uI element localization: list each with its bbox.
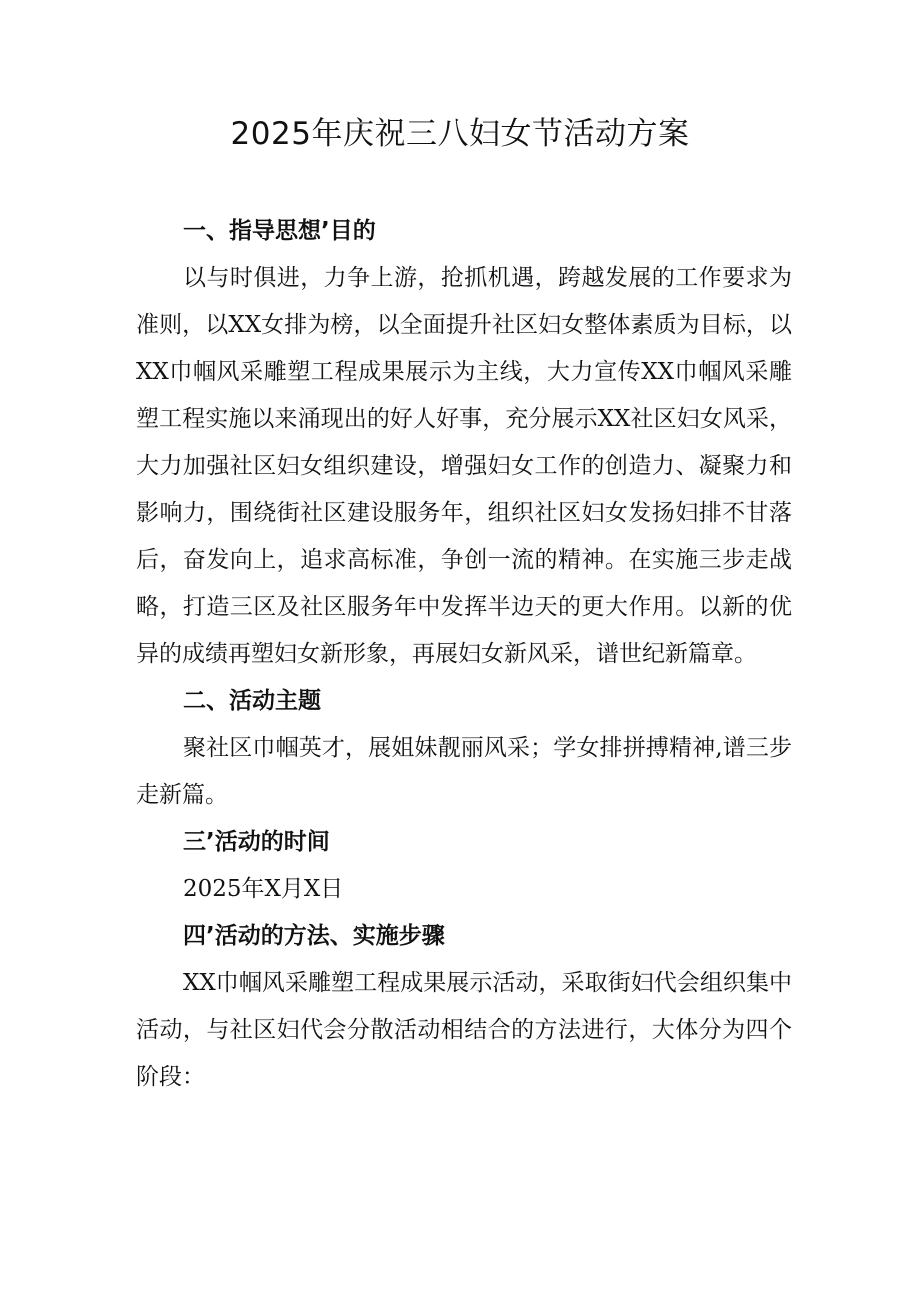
section-paragraph: 聚社区巾帼英才，展姐妹靓丽风采；学女排拼搏精神,谱三步走新篇。 [136,735,792,808]
document-body [136,208,792,1101]
section-activity-time [136,819,792,913]
section-heading: 一、指导思想’目的 [183,218,376,244]
section-activity-theme [136,678,792,819]
section-heading: 四’活动的方法、实施步骤 [183,923,445,949]
section-guiding-ideology [136,208,792,678]
section-paragraph: XX巾帼风采雕塑工程成果展示活动，采取街妇代会组织集中活动，与社区妇代会分散活动相结合的方法进行，大体分为四个阶段： [136,970,792,1090]
section-paragraph: 2025年X月X日 [183,876,344,902]
section-paragraph: 以与时俱进，力争上游，抢抓机遇，跨越发展的工作要求为准则，以XX女排为榜，以全面提升社区妇女整体素质为目标，以XX巾帼风采雕塑工程成果展示为主线，大力宣传XX巾帼风采雕塑工程实施以来涌现出的好人好事，充分展示XX社区妇女风采，大力加强社区妇女组织建设，增强妇女工作的创造力、凝聚力和影响力，围绕街社区建设服务年，组织社区妇女发扬妇排不甘落后，奋发向上，追求高标准，争创一流的精神。在实施三步走战略，打造三区及社区服务年中发挥半边天的更大作用。以新的优异的成绩再塑妇女新形象，再展妇女新风采，谱世纪新篇章。 [136,265,792,667]
section-methods-steps [136,913,792,1101]
section-heading: 三’活动的时间 [183,829,330,855]
document-title: 2025年庆祝三八妇女节活动方案 [230,116,690,152]
section-heading: 二、活动主题 [183,688,321,714]
